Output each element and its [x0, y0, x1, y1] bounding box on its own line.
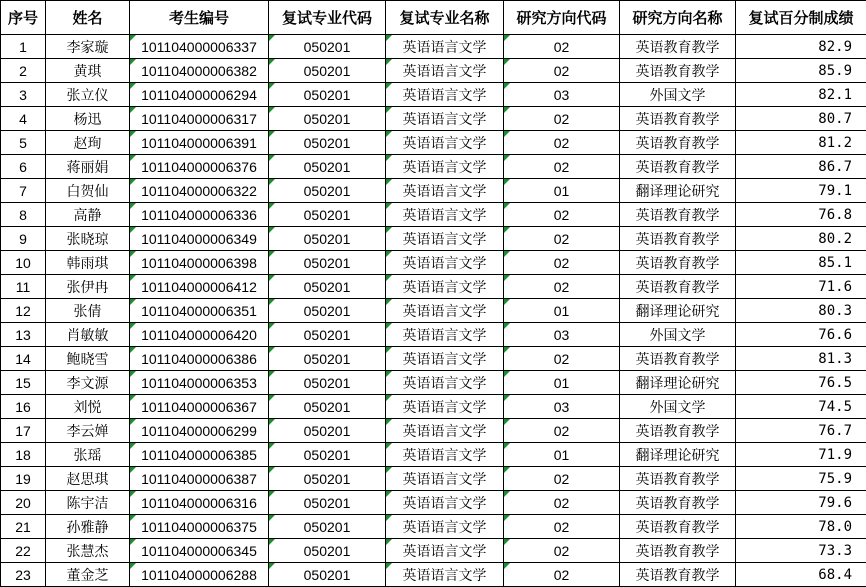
cell-major-code: 050201	[269, 491, 386, 515]
cell-name: 张倩	[46, 299, 130, 323]
cell-major-name: 英语语言文学	[386, 275, 504, 299]
cell-score: 80.2	[736, 227, 866, 251]
cell-major-name: 英语语言文学	[386, 227, 504, 251]
cell-direction-code: 02	[504, 203, 620, 227]
header-major-code: 复试专业代码	[269, 1, 386, 35]
cell-score: 85.1	[736, 251, 866, 275]
cell-candidate-id: 101104000006322	[130, 179, 269, 203]
table-row	[1, 179, 866, 203]
cell-seq: 7	[1, 179, 46, 203]
cell-seq: 11	[1, 275, 46, 299]
cell-candidate-id: 101104000006353	[130, 371, 269, 395]
cell-direction-name: 英语教育教学	[620, 251, 736, 275]
cell-seq: 10	[1, 251, 46, 275]
table-row	[1, 203, 866, 227]
cell-name: 刘悦	[46, 395, 130, 419]
cell-name: 张瑶	[46, 443, 130, 467]
cell-direction-name: 英语教育教学	[620, 419, 736, 443]
cell-major-name: 英语语言文学	[386, 83, 504, 107]
cell-score: 81.3	[736, 347, 866, 371]
cell-seq: 22	[1, 539, 46, 563]
cell-name: 杨迅	[46, 107, 130, 131]
cell-direction-name: 英语教育教学	[620, 347, 736, 371]
cell-name: 赵思琪	[46, 467, 130, 491]
cell-direction-code: 02	[504, 35, 620, 59]
table-row	[1, 371, 866, 395]
cell-major-name: 英语语言文学	[386, 35, 504, 59]
cell-candidate-id: 101104000006337	[130, 35, 269, 59]
cell-major-name: 英语语言文学	[386, 467, 504, 491]
cell-major-name: 英语语言文学	[386, 419, 504, 443]
cell-major-code: 050201	[269, 443, 386, 467]
cell-name: 蒋丽娟	[46, 155, 130, 179]
cell-major-name: 英语语言文学	[386, 107, 504, 131]
cell-major-code: 050201	[269, 371, 386, 395]
cell-seq: 17	[1, 419, 46, 443]
cell-score: 86.7	[736, 155, 866, 179]
cell-direction-code: 02	[504, 419, 620, 443]
cell-candidate-id: 101104000006398	[130, 251, 269, 275]
cell-name: 张晓琼	[46, 227, 130, 251]
table-row	[1, 347, 866, 371]
cell-major-code: 050201	[269, 107, 386, 131]
cell-direction-code: 02	[504, 347, 620, 371]
cell-direction-code: 02	[504, 275, 620, 299]
table-row	[1, 35, 866, 59]
cell-direction-name: 英语教育教学	[620, 563, 736, 587]
cell-direction-code: 02	[504, 539, 620, 563]
cell-name: 张慧杰	[46, 539, 130, 563]
cell-major-name: 英语语言文学	[386, 323, 504, 347]
cell-major-code: 050201	[269, 395, 386, 419]
cell-major-code: 050201	[269, 419, 386, 443]
cell-major-code: 050201	[269, 131, 386, 155]
cell-score: 76.6	[736, 323, 866, 347]
cell-direction-name: 英语教育教学	[620, 131, 736, 155]
cell-major-code: 050201	[269, 155, 386, 179]
cell-major-code: 050201	[269, 227, 386, 251]
cell-direction-name: 英语教育教学	[620, 227, 736, 251]
table-row	[1, 443, 866, 467]
cell-seq: 20	[1, 491, 46, 515]
table-row	[1, 59, 866, 83]
cell-name: 李云婵	[46, 419, 130, 443]
table-row	[1, 107, 866, 131]
table-row	[1, 515, 866, 539]
header-score: 复试百分制成绩	[736, 1, 866, 35]
cell-score: 82.1	[736, 83, 866, 107]
cell-score: 74.5	[736, 395, 866, 419]
cell-name: 韩雨琪	[46, 251, 130, 275]
cell-score: 78.0	[736, 515, 866, 539]
table-row	[1, 563, 866, 587]
cell-direction-name: 英语教育教学	[620, 107, 736, 131]
cell-score: 71.6	[736, 275, 866, 299]
cell-major-name: 英语语言文学	[386, 347, 504, 371]
table-row	[1, 227, 866, 251]
cell-direction-code: 02	[504, 251, 620, 275]
cell-seq: 3	[1, 83, 46, 107]
cell-score: 68.4	[736, 563, 866, 587]
cell-name: 张伊冉	[46, 275, 130, 299]
cell-major-name: 英语语言文学	[386, 563, 504, 587]
table-row	[1, 491, 866, 515]
cell-name: 孙雅静	[46, 515, 130, 539]
cell-major-name: 英语语言文学	[386, 515, 504, 539]
cell-direction-code: 03	[504, 83, 620, 107]
cell-major-name: 英语语言文学	[386, 251, 504, 275]
cell-direction-name: 英语教育教学	[620, 203, 736, 227]
cell-name: 李家璇	[46, 35, 130, 59]
cell-candidate-id: 101104000006336	[130, 203, 269, 227]
cell-major-name: 英语语言文学	[386, 59, 504, 83]
cell-direction-code: 02	[504, 131, 620, 155]
table-row	[1, 83, 866, 107]
cell-seq: 9	[1, 227, 46, 251]
cell-score: 81.2	[736, 131, 866, 155]
cell-candidate-id: 101104000006294	[130, 83, 269, 107]
cell-direction-code: 01	[504, 371, 620, 395]
cell-candidate-id: 101104000006317	[130, 107, 269, 131]
cell-seq: 23	[1, 563, 46, 587]
cell-direction-name: 翻译理论研究	[620, 179, 736, 203]
cell-direction-name: 外国文学	[620, 83, 736, 107]
cell-direction-code: 03	[504, 395, 620, 419]
cell-score: 73.3	[736, 539, 866, 563]
cell-seq: 16	[1, 395, 46, 419]
cell-major-code: 050201	[269, 275, 386, 299]
cell-seq: 1	[1, 35, 46, 59]
cell-direction-code: 02	[504, 491, 620, 515]
table-row	[1, 131, 866, 155]
cell-major-name: 英语语言文学	[386, 539, 504, 563]
cell-score: 71.9	[736, 443, 866, 467]
cell-direction-code: 02	[504, 107, 620, 131]
table-row	[1, 251, 866, 275]
cell-candidate-id: 101104000006420	[130, 323, 269, 347]
cell-direction-code: 02	[504, 155, 620, 179]
cell-candidate-id: 101104000006386	[130, 347, 269, 371]
cell-candidate-id: 101104000006345	[130, 539, 269, 563]
cell-direction-code: 02	[504, 227, 620, 251]
cell-direction-code: 03	[504, 323, 620, 347]
cell-major-code: 050201	[269, 251, 386, 275]
cell-direction-name: 英语教育教学	[620, 275, 736, 299]
cell-direction-name: 英语教育教学	[620, 491, 736, 515]
cell-name: 肖敏敏	[46, 323, 130, 347]
header-name: 姓名	[46, 1, 130, 35]
cell-major-code: 050201	[269, 83, 386, 107]
cell-major-name: 英语语言文学	[386, 131, 504, 155]
cell-direction-code: 01	[504, 443, 620, 467]
cell-candidate-id: 101104000006385	[130, 443, 269, 467]
cell-major-code: 050201	[269, 467, 386, 491]
cell-name: 高静	[46, 203, 130, 227]
cell-name: 董金芝	[46, 563, 130, 587]
cell-direction-name: 英语教育教学	[620, 539, 736, 563]
cell-seq: 15	[1, 371, 46, 395]
cell-major-name: 英语语言文学	[386, 155, 504, 179]
cell-candidate-id: 101104000006382	[130, 59, 269, 83]
cell-seq: 2	[1, 59, 46, 83]
cell-seq: 21	[1, 515, 46, 539]
cell-major-name: 英语语言文学	[386, 299, 504, 323]
cell-direction-code: 02	[504, 467, 620, 491]
header-direction-name: 研究方向名称	[620, 1, 736, 35]
header-direction-code: 研究方向代码	[504, 1, 620, 35]
table-row	[1, 539, 866, 563]
header-row	[1, 1, 866, 35]
cell-candidate-id: 101104000006387	[130, 467, 269, 491]
table-body	[1, 35, 866, 587]
cell-major-code: 050201	[269, 299, 386, 323]
table-row	[1, 299, 866, 323]
cell-name: 陈宇洁	[46, 491, 130, 515]
cell-seq: 19	[1, 467, 46, 491]
cell-score: 79.6	[736, 491, 866, 515]
cell-direction-name: 英语教育教学	[620, 35, 736, 59]
cell-direction-name: 英语教育教学	[620, 467, 736, 491]
cell-major-code: 050201	[269, 563, 386, 587]
cell-direction-code: 01	[504, 179, 620, 203]
cell-name: 李文源	[46, 371, 130, 395]
cell-candidate-id: 101104000006351	[130, 299, 269, 323]
cell-name: 鲍晓雪	[46, 347, 130, 371]
cell-direction-name: 翻译理论研究	[620, 299, 736, 323]
cell-direction-name: 英语教育教学	[620, 155, 736, 179]
cell-seq: 12	[1, 299, 46, 323]
cell-seq: 8	[1, 203, 46, 227]
table-row	[1, 155, 866, 179]
header-candidate-id: 考生编号	[130, 1, 269, 35]
cell-major-code: 050201	[269, 323, 386, 347]
cell-score: 80.3	[736, 299, 866, 323]
cell-candidate-id: 101104000006288	[130, 563, 269, 587]
cell-major-name: 英语语言文学	[386, 179, 504, 203]
cell-candidate-id: 101104000006391	[130, 131, 269, 155]
cell-candidate-id: 101104000006316	[130, 491, 269, 515]
cell-candidate-id: 101104000006349	[130, 227, 269, 251]
cell-score: 75.9	[736, 467, 866, 491]
cell-major-code: 050201	[269, 35, 386, 59]
cell-seq: 4	[1, 107, 46, 131]
cell-name: 白贺仙	[46, 179, 130, 203]
cell-major-code: 050201	[269, 179, 386, 203]
cell-score: 76.8	[736, 203, 866, 227]
cell-direction-name: 外国文学	[620, 395, 736, 419]
table-row	[1, 275, 866, 299]
cell-candidate-id: 101104000006412	[130, 275, 269, 299]
cell-direction-code: 01	[504, 299, 620, 323]
cell-seq: 13	[1, 323, 46, 347]
table-row	[1, 323, 866, 347]
cell-score: 79.1	[736, 179, 866, 203]
cell-candidate-id: 101104000006299	[130, 419, 269, 443]
cell-direction-code: 02	[504, 59, 620, 83]
header-seq: 序号	[1, 1, 46, 35]
cell-major-code: 050201	[269, 203, 386, 227]
header-major-name: 复试专业名称	[386, 1, 504, 35]
cell-direction-name: 外国文学	[620, 323, 736, 347]
cell-score: 82.9	[736, 35, 866, 59]
cell-seq: 18	[1, 443, 46, 467]
cell-score: 76.7	[736, 419, 866, 443]
cell-seq: 6	[1, 155, 46, 179]
cell-major-name: 英语语言文学	[386, 443, 504, 467]
cell-name: 赵珣	[46, 131, 130, 155]
cell-major-code: 050201	[269, 515, 386, 539]
cell-score: 76.5	[736, 371, 866, 395]
cell-seq: 14	[1, 347, 46, 371]
cell-direction-code: 02	[504, 515, 620, 539]
cell-major-name: 英语语言文学	[386, 203, 504, 227]
cell-major-name: 英语语言文学	[386, 491, 504, 515]
cell-candidate-id: 101104000006367	[130, 395, 269, 419]
table-row	[1, 467, 866, 491]
cell-candidate-id: 101104000006376	[130, 155, 269, 179]
table-row	[1, 395, 866, 419]
cell-name: 黄琪	[46, 59, 130, 83]
cell-major-code: 050201	[269, 539, 386, 563]
cell-direction-name: 英语教育教学	[620, 59, 736, 83]
cell-direction-name: 翻译理论研究	[620, 371, 736, 395]
cell-name: 张立仪	[46, 83, 130, 107]
cell-score: 85.9	[736, 59, 866, 83]
cell-major-name: 英语语言文学	[386, 395, 504, 419]
table-row	[1, 419, 866, 443]
cell-major-code: 050201	[269, 347, 386, 371]
cell-score: 80.7	[736, 107, 866, 131]
cell-direction-name: 翻译理论研究	[620, 443, 736, 467]
cell-direction-name: 英语教育教学	[620, 515, 736, 539]
cell-seq: 5	[1, 131, 46, 155]
cell-direction-code: 02	[504, 563, 620, 587]
cell-candidate-id: 101104000006375	[130, 515, 269, 539]
cell-major-code: 050201	[269, 59, 386, 83]
cell-major-name: 英语语言文学	[386, 371, 504, 395]
